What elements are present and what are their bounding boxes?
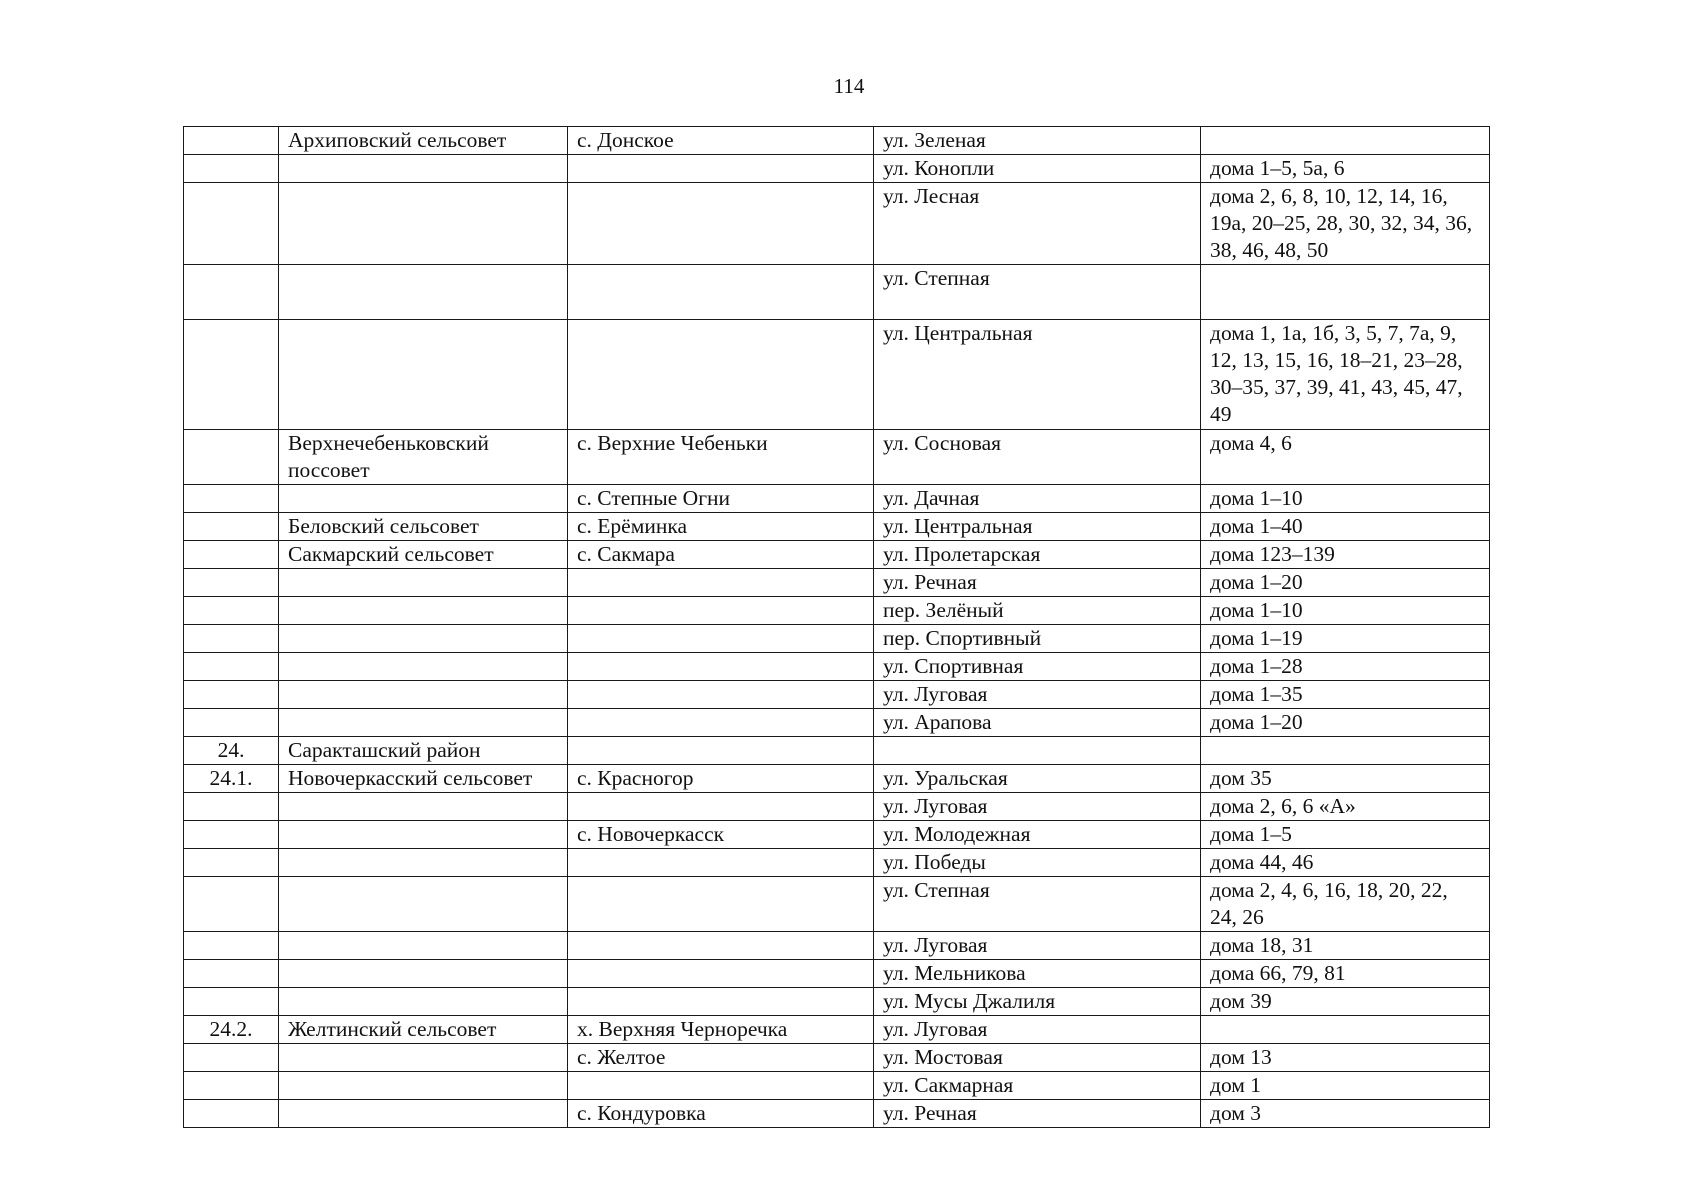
street-cell: ул. Победы bbox=[874, 849, 1201, 877]
num-cell bbox=[184, 265, 279, 320]
locality-cell bbox=[568, 960, 874, 988]
address-table bbox=[183, 126, 1490, 1128]
locality-cell bbox=[568, 265, 874, 320]
num-cell bbox=[184, 877, 279, 932]
table-row bbox=[184, 597, 1490, 625]
locality-cell: с. Ерёминка bbox=[568, 513, 874, 541]
locality-cell bbox=[568, 793, 874, 821]
table-row bbox=[184, 569, 1490, 597]
street-cell: ул. Степная bbox=[874, 265, 1201, 320]
table-row bbox=[184, 932, 1490, 960]
street-cell: ул. Луговая bbox=[874, 1016, 1201, 1044]
locality-cell bbox=[568, 932, 874, 960]
locality-cell bbox=[568, 1072, 874, 1100]
houses-cell: дома 4, 6 bbox=[1201, 430, 1490, 485]
houses-cell: дома 2, 6, 8, 10, 12, 14, 16, 19а, 20–25, 28, 30, 32, 34, 36, 38, 46, 48, 50 bbox=[1201, 183, 1490, 265]
council-cell bbox=[279, 681, 568, 709]
table-row bbox=[184, 541, 1490, 569]
houses-cell: дома 1–5 bbox=[1201, 821, 1490, 849]
num-cell bbox=[184, 653, 279, 681]
council-cell bbox=[279, 265, 568, 320]
table-row bbox=[184, 127, 1490, 155]
num-cell bbox=[184, 127, 279, 155]
council-cell bbox=[279, 1044, 568, 1072]
num-cell bbox=[184, 821, 279, 849]
locality-cell: с. Новочеркасск bbox=[568, 821, 874, 849]
locality-cell: с. Степные Огни bbox=[568, 485, 874, 513]
num-cell bbox=[184, 1044, 279, 1072]
page-number: 114 bbox=[833, 74, 865, 98]
table-row bbox=[184, 513, 1490, 541]
council-cell bbox=[279, 625, 568, 653]
houses-cell: дом 1 bbox=[1201, 1072, 1490, 1100]
street-cell: ул. Луговая bbox=[874, 932, 1201, 960]
num-cell bbox=[184, 849, 279, 877]
street-cell: ул. Дачная bbox=[874, 485, 1201, 513]
council-cell bbox=[279, 1072, 568, 1100]
council-cell bbox=[279, 1100, 568, 1128]
houses-cell: дом 39 bbox=[1201, 988, 1490, 1016]
street-cell: ул. Сосновая bbox=[874, 430, 1201, 485]
num-cell bbox=[184, 430, 279, 485]
street-cell: ул. Речная bbox=[874, 1100, 1201, 1128]
table-row bbox=[184, 183, 1490, 265]
locality-cell bbox=[568, 877, 874, 932]
table-row bbox=[184, 155, 1490, 183]
locality-cell bbox=[568, 155, 874, 183]
num-cell: 24.2. bbox=[184, 1016, 279, 1044]
houses-cell bbox=[1201, 127, 1490, 155]
houses-cell: дома 123–139 bbox=[1201, 541, 1490, 569]
locality-cell bbox=[568, 681, 874, 709]
table-row bbox=[184, 681, 1490, 709]
locality-cell: с. Сакмара bbox=[568, 541, 874, 569]
council-cell bbox=[279, 849, 568, 877]
houses-cell: дома 44, 46 bbox=[1201, 849, 1490, 877]
council-cell bbox=[279, 709, 568, 737]
houses-cell: дома 18, 31 bbox=[1201, 932, 1490, 960]
num-cell bbox=[184, 597, 279, 625]
locality-cell bbox=[568, 653, 874, 681]
table-row bbox=[184, 793, 1490, 821]
street-cell: ул. Молодежная bbox=[874, 821, 1201, 849]
num-cell: 24.1. bbox=[184, 765, 279, 793]
table-row bbox=[184, 485, 1490, 513]
houses-cell bbox=[1201, 737, 1490, 765]
council-cell bbox=[279, 183, 568, 265]
street-cell: ул. Луговая bbox=[874, 793, 1201, 821]
street-cell: ул. Лесная bbox=[874, 183, 1201, 265]
council-cell: Верхнечебеньковский поссовет bbox=[279, 430, 568, 485]
locality-cell bbox=[568, 988, 874, 1016]
table-row bbox=[184, 625, 1490, 653]
houses-cell: дома 1–5, 5а, 6 bbox=[1201, 155, 1490, 183]
street-cell: пер. Зелёный bbox=[874, 597, 1201, 625]
num-cell bbox=[184, 320, 279, 430]
council-cell bbox=[279, 960, 568, 988]
locality-cell bbox=[568, 625, 874, 653]
street-cell: ул. Мостовая bbox=[874, 1044, 1201, 1072]
num-cell bbox=[184, 485, 279, 513]
table-row bbox=[184, 320, 1490, 430]
street-cell: ул. Мусы Джалиля bbox=[874, 988, 1201, 1016]
houses-cell: дома 1–35 bbox=[1201, 681, 1490, 709]
houses-cell: дома 1–10 bbox=[1201, 597, 1490, 625]
street-cell: ул. Центральная bbox=[874, 320, 1201, 430]
table-row bbox=[184, 1100, 1490, 1128]
num-cell bbox=[184, 155, 279, 183]
table-row bbox=[184, 877, 1490, 932]
num-cell bbox=[184, 569, 279, 597]
street-cell: ул. Уральская bbox=[874, 765, 1201, 793]
council-cell bbox=[279, 155, 568, 183]
council-cell bbox=[279, 932, 568, 960]
street-cell: ул. Зеленая bbox=[874, 127, 1201, 155]
table-row bbox=[184, 430, 1490, 485]
houses-cell: дом 13 bbox=[1201, 1044, 1490, 1072]
locality-cell bbox=[568, 737, 874, 765]
locality-cell: с. Желтое bbox=[568, 1044, 874, 1072]
houses-cell: дом 3 bbox=[1201, 1100, 1490, 1128]
council-cell: Новочеркасский сельсовет bbox=[279, 765, 568, 793]
table-row bbox=[184, 849, 1490, 877]
council-cell bbox=[279, 597, 568, 625]
num-cell bbox=[184, 541, 279, 569]
locality-cell: с. Кондуровка bbox=[568, 1100, 874, 1128]
num-cell bbox=[184, 988, 279, 1016]
council-cell bbox=[279, 877, 568, 932]
street-cell: ул. Конопли bbox=[874, 155, 1201, 183]
houses-cell: дома 1–20 bbox=[1201, 569, 1490, 597]
locality-cell bbox=[568, 569, 874, 597]
street-cell: ул. Пролетарская bbox=[874, 541, 1201, 569]
council-cell: Саракташский район bbox=[279, 737, 568, 765]
council-cell bbox=[279, 569, 568, 597]
council-cell bbox=[279, 821, 568, 849]
houses-cell: дом 35 bbox=[1201, 765, 1490, 793]
council-cell: Сакмарский сельсовет bbox=[279, 541, 568, 569]
locality-cell: х. Верхняя Черноречка bbox=[568, 1016, 874, 1044]
num-cell: 24. bbox=[184, 737, 279, 765]
locality-cell bbox=[568, 597, 874, 625]
locality-cell bbox=[568, 709, 874, 737]
houses-cell: дома 1–28 bbox=[1201, 653, 1490, 681]
table-body bbox=[184, 127, 1490, 1128]
num-cell bbox=[184, 932, 279, 960]
street-cell: ул. Степная bbox=[874, 877, 1201, 932]
num-cell bbox=[184, 793, 279, 821]
num-cell bbox=[184, 960, 279, 988]
houses-cell: дома 1–10 bbox=[1201, 485, 1490, 513]
locality-cell bbox=[568, 849, 874, 877]
street-cell: пер. Спортивный bbox=[874, 625, 1201, 653]
houses-cell bbox=[1201, 1016, 1490, 1044]
num-cell bbox=[184, 1072, 279, 1100]
houses-cell bbox=[1201, 265, 1490, 320]
council-cell bbox=[279, 988, 568, 1016]
street-cell: ул. Мельникова bbox=[874, 960, 1201, 988]
table-row bbox=[184, 265, 1490, 320]
num-cell bbox=[184, 681, 279, 709]
table-row bbox=[184, 709, 1490, 737]
table-row bbox=[184, 1072, 1490, 1100]
street-cell: ул. Луговая bbox=[874, 681, 1201, 709]
street-cell: ул. Спортивная bbox=[874, 653, 1201, 681]
council-cell bbox=[279, 485, 568, 513]
table-row bbox=[184, 960, 1490, 988]
table-row bbox=[184, 821, 1490, 849]
locality-cell: с. Красногор bbox=[568, 765, 874, 793]
street-cell: ул. Арапова bbox=[874, 709, 1201, 737]
street-cell: ул. Центральная bbox=[874, 513, 1201, 541]
locality-cell bbox=[568, 320, 874, 430]
num-cell bbox=[184, 625, 279, 653]
houses-cell: дома 2, 4, 6, 16, 18, 20, 22, 24, 26 bbox=[1201, 877, 1490, 932]
num-cell bbox=[184, 513, 279, 541]
street-cell: ул. Речная bbox=[874, 569, 1201, 597]
houses-cell: дома 1–40 bbox=[1201, 513, 1490, 541]
street-cell bbox=[874, 737, 1201, 765]
table-row bbox=[184, 765, 1490, 793]
table-row bbox=[184, 1044, 1490, 1072]
houses-cell: дома 2, 6, 6 «А» bbox=[1201, 793, 1490, 821]
num-cell bbox=[184, 709, 279, 737]
houses-cell: дома 66, 79, 81 bbox=[1201, 960, 1490, 988]
table-row bbox=[184, 988, 1490, 1016]
locality-cell bbox=[568, 183, 874, 265]
council-cell bbox=[279, 653, 568, 681]
table-row bbox=[184, 653, 1490, 681]
council-cell: Архиповский сельсовет bbox=[279, 127, 568, 155]
houses-cell: дома 1–20 bbox=[1201, 709, 1490, 737]
council-cell bbox=[279, 320, 568, 430]
street-cell: ул. Сакмарная bbox=[874, 1072, 1201, 1100]
houses-cell: дома 1–19 bbox=[1201, 625, 1490, 653]
table-row bbox=[184, 1016, 1490, 1044]
council-cell bbox=[279, 793, 568, 821]
num-cell bbox=[184, 1100, 279, 1128]
houses-cell: дома 1, 1а, 1б, 3, 5, 7, 7а, 9, 12, 13, 15, 16, 18–21, 23–28, 30–35, 37, 39, 41, 43, 45, 47, 49 bbox=[1201, 320, 1490, 430]
table-row bbox=[184, 737, 1490, 765]
council-cell: Желтинский сельсовет bbox=[279, 1016, 568, 1044]
locality-cell: с. Донское bbox=[568, 127, 874, 155]
num-cell bbox=[184, 183, 279, 265]
locality-cell: с. Верхние Чебеньки bbox=[568, 430, 874, 485]
council-cell: Беловский сельсовет bbox=[279, 513, 568, 541]
